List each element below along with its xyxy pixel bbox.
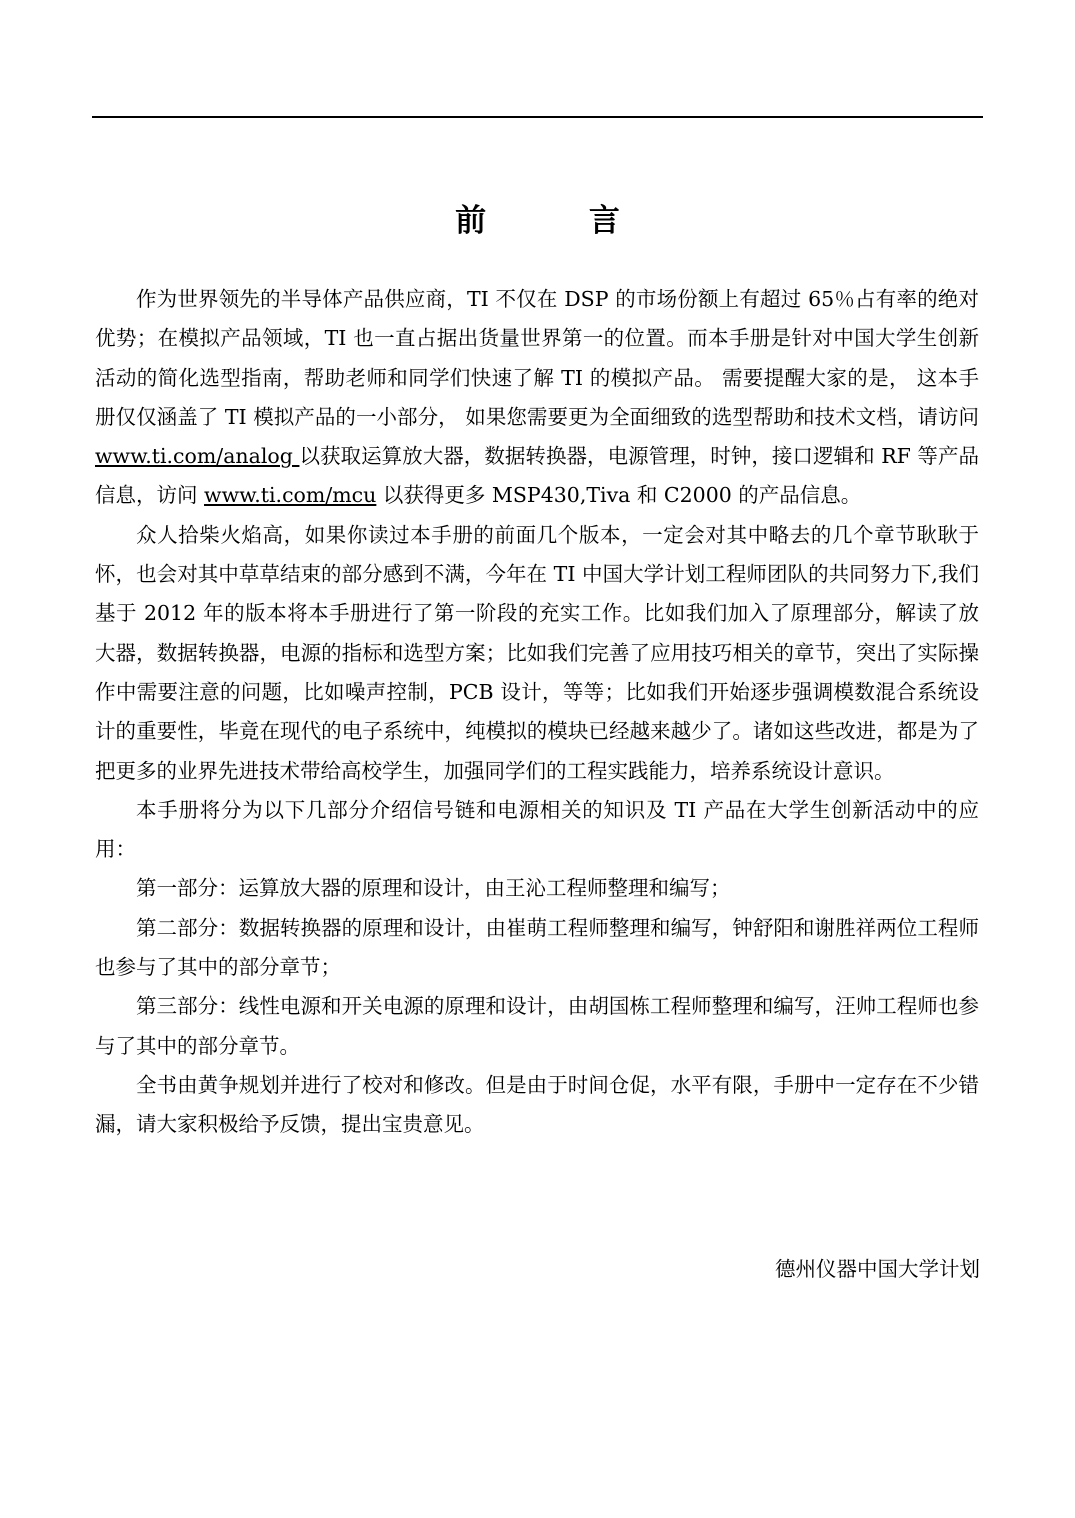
intro-text-2: 以获取运算放大器，数据转换器，电源管理，时钟，接口逻辑和 RF 等产品信息，访问 <box>95 444 979 508</box>
intro-text-1: 作为世界领先的半导体产品供应商，TI 不仅在 DSP 的市场份额上有超过 65％占有率的绝对优势；在模拟产品领域，TI 也一直占据出货量世界第一的位置。而本手册是针对中国大学生创新活动的简化选型指南，帮助老师和同学们快速了解 TI 的模拟产品。 需要提醒大家的是， 这本手册仅仅涵盖了 TI 模拟产品的一小部分， 如果您需要更为全面细致的选型帮助和技术文档，请访问 <box>95 287 979 429</box>
paragraph-closing: 全书由黄争规划并进行了校对和修改。但是由于时间仓促，水平有限，手册中一定存在不少错漏，请大家积极给予反馈，提出宝贵意见。 <box>95 1072 979 1137</box>
paragraph-part-one: 第一部分：运算放大器的原理和设计，由王沁工程师整理和编写； <box>136 876 731 901</box>
signature: 德州仪器中国大学计划 <box>775 1257 980 1281</box>
header-rule <box>92 116 983 118</box>
paragraph-intro <box>95 280 979 516</box>
document-body <box>95 280 979 1145</box>
link-ti-analog[interactable]: www.ti.com/analog <box>95 444 300 469</box>
paragraph-structure: 本手册将分为以下几部分介绍信号链和电源相关的知识及 TI 产品在大学生创新活动中的应用： <box>95 797 979 862</box>
link-ti-mcu[interactable]: www.ti.com/mcu <box>204 483 377 508</box>
paragraph-part-two: 第二部分：数据转换器的原理和设计，由崔萌工程师整理和编写，钟舒阳和谢胜祥两位工程师也参与了其中的部分章节； <box>95 915 979 980</box>
paragraph-improvements: 众人拾柴火焰高，如果你读过本手册的前面几个版本，一定会对其中略去的几个章节耿耿于怀，也会对其中草草结束的部分感到不满，今年在 TI 中国大学计划工程师团队的共同努力下,我们基于 2012 年的版本将本手册进行了第一阶段的充实工作。比如我们加入了原理部分，解读了放大器，数据转换器，电源的指标和选型方案；比如我们完善了应用技巧相关的章节，突出了实际操作中需要注意的问题，比如噪声控制，PCB 设计，等等；比如我们开始逐步强调模数混合系统设计的重要性，毕竟在现代的电子系统中，纯模拟的模块已经越来越少了。诸如这些改进，都是为了把更多的业界先进技术带给高校学生，加强同学们的工程实践能力，培养系统设计意识。 <box>95 522 979 783</box>
intro-text-3: 以获得更多 MSP430,Tiva 和 C2000 的产品信息。 <box>376 483 862 508</box>
page-title: 前 言 <box>455 203 666 239</box>
paragraph-part-three: 第三部分：线性电源和开关电源的原理和设计，由胡国栋工程师整理和编写，汪帅工程师也参与了其中的部分章节。 <box>95 994 979 1058</box>
